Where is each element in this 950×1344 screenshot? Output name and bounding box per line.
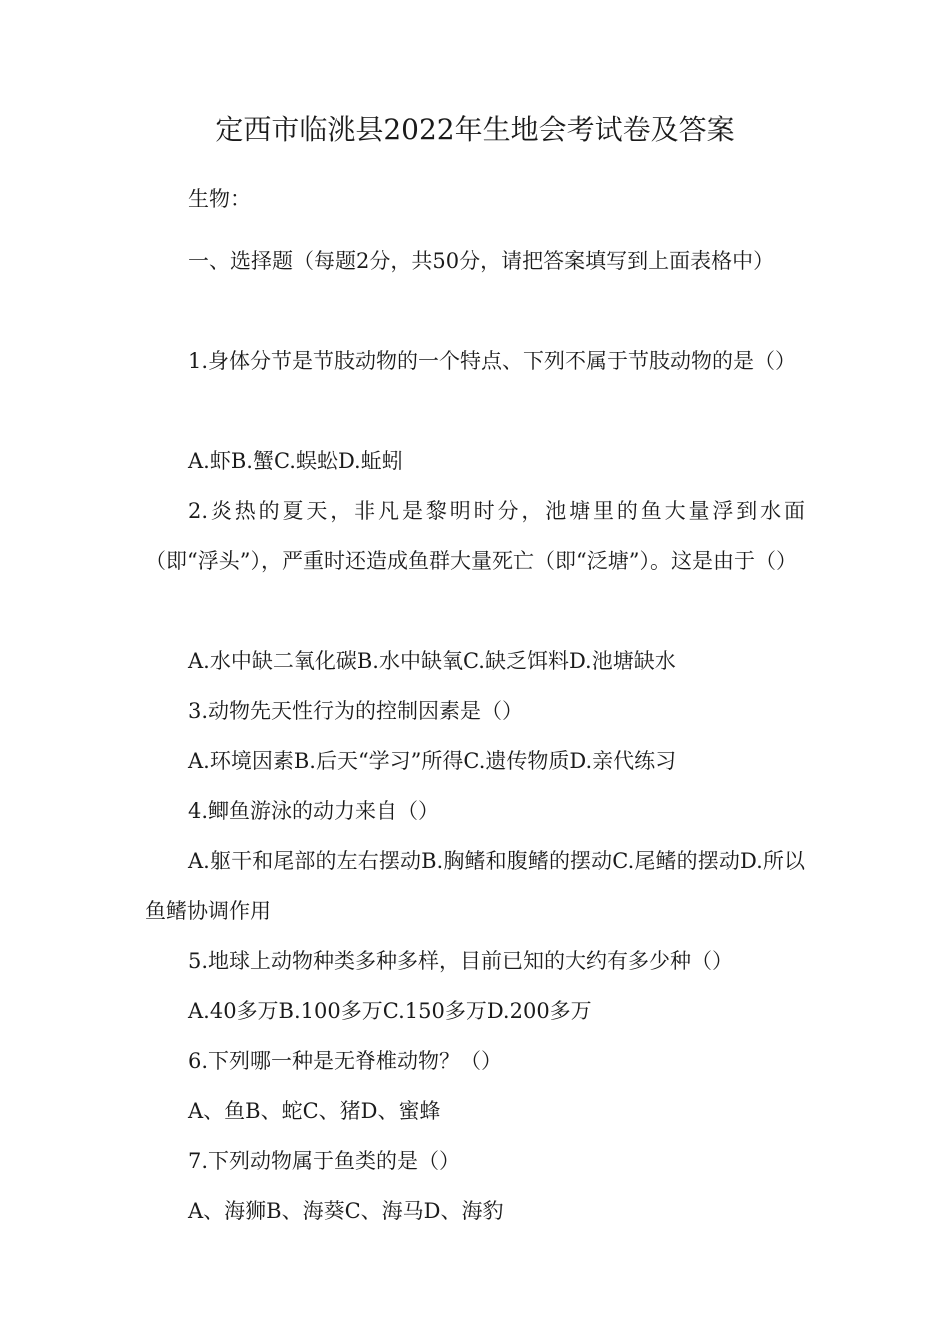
section-label: 生物： xyxy=(188,187,251,211)
section-heading: 一、选择题（每题2分，共50分，请把答案填写到上面表格中） xyxy=(188,249,775,273)
question-1-options: A.虾B.蟹C.蜈蚣D.蚯蚓 xyxy=(188,449,403,473)
question-5-options: A.40多万B.100多万C.150多万D.200多万 xyxy=(188,999,592,1023)
question-2-stem: 2.炎热的夏天，非凡是黎明时分，池塘里的鱼大量浮到水面（即“浮头”），严重时还造成鱼群大量死亡（即“泛塘”）。这是由于（） xyxy=(145,499,805,573)
question-1-stem: 1.身体分节是节肢动物的一个特点、下列不属于节肢动物的是（） xyxy=(188,349,797,373)
question-7-stem: 7.下列动物属于鱼类的是（） xyxy=(188,1149,461,1173)
question-6-options: A、鱼B、蛇C、猪D、蜜蜂 xyxy=(188,1099,441,1123)
question-3-stem: 3.动物先天性行为的控制因素是（） xyxy=(188,699,524,723)
document-title: 定西市临洮县2022年生地会考试卷及答案 xyxy=(215,113,735,146)
question-5-stem: 5.地球上动物种类多种多样，目前已知的大约有多少种（） xyxy=(188,949,734,973)
question-7-options: A、海狮B、海葵C、海马D、海豹 xyxy=(188,1199,504,1223)
question-4-options: A.躯干和尾部的左右摆动B.胸鳍和腹鳍的摆动C.尾鳍的摆动D.所以鱼鳍协调作用 xyxy=(145,849,805,923)
question-3-options: A.环境因素B.后天“学习”所得C.遗传物质D.亲代练习 xyxy=(188,749,677,773)
question-4-stem: 4.鲫鱼游泳的动力来自（） xyxy=(188,799,440,823)
question-6-stem: 6.下列哪一种是无脊椎动物？（） xyxy=(188,1049,503,1073)
question-2-options: A.水中缺二氧化碳B.水中缺氧C.缺乏饵料D.池塘缺水 xyxy=(188,649,676,673)
